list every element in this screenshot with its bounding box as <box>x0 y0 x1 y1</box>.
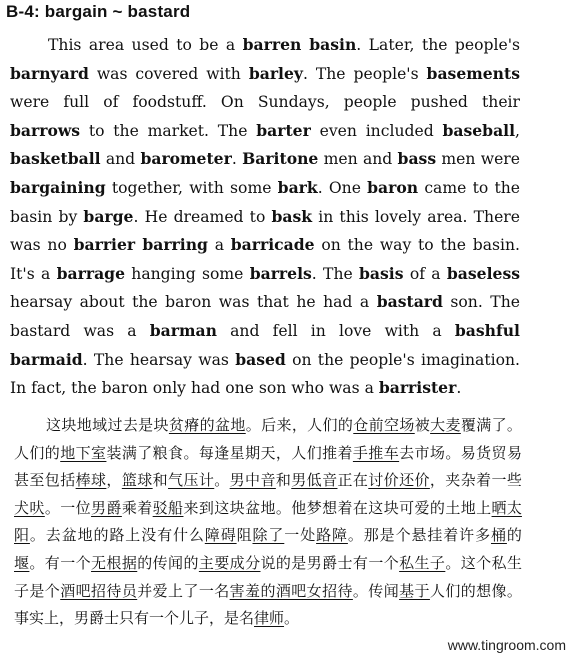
text-run: 一处 <box>284 526 317 545</box>
keyword: barren basin <box>242 35 357 54</box>
text-run: . One <box>317 178 368 197</box>
keyword-translation: 讨价还价 <box>368 471 430 490</box>
keyword: based <box>235 349 286 369</box>
keyword: baseless <box>446 263 521 283</box>
keyword: barge <box>83 206 134 226</box>
keyword-translation: 路障 <box>316 526 348 545</box>
text-run: together, with some <box>105 178 278 197</box>
keyword: barley <box>248 63 303 83</box>
keyword: Baritone <box>242 149 319 169</box>
text-run: 阻 <box>236 526 253 545</box>
text-run: ， <box>106 471 122 490</box>
chinese-paragraph <box>14 412 522 633</box>
text-run: 。 <box>214 471 230 490</box>
text-run: 并爱上了一名 <box>137 581 230 600</box>
text-run: 乘着 <box>121 498 153 517</box>
text-run: . <box>231 150 243 169</box>
keyword-translation: 驳船 <box>152 498 184 517</box>
keyword-translation: 手推车 <box>352 443 400 462</box>
text-run: a <box>207 236 231 255</box>
text-run: 人们的想像。事实上，男爵士只有一个儿子，是名 <box>14 581 522 628</box>
text-run: 。去盆地的路上没有什么 <box>29 526 205 545</box>
keyword-translation: 男爵 <box>91 498 122 517</box>
text-run: men were <box>436 150 520 169</box>
keyword: barman <box>149 320 217 340</box>
text-run: 。这个私生子是个 <box>14 553 522 600</box>
keyword: barter <box>256 120 311 140</box>
keyword-translation: 仓前空场 <box>353 416 415 434</box>
text-run: 这块地域过去是块 <box>46 416 169 434</box>
text-run: . The hearsay was <box>82 350 236 369</box>
text-run: of a <box>403 264 447 283</box>
keyword: bargaining <box>10 177 106 197</box>
text-run: . Later, the people's <box>356 36 520 54</box>
text-run: . The people's <box>302 64 427 83</box>
keyword: bastard <box>376 292 443 312</box>
text-run: 。那是个悬挂着许多 <box>347 526 491 545</box>
keyword-translation: 犬吠 <box>14 498 45 517</box>
keyword-translation: 除了 <box>252 526 285 545</box>
text-run: 的传闻的 <box>137 553 199 572</box>
keyword: baron <box>367 177 419 197</box>
keyword-translation: 障碍 <box>204 526 237 545</box>
watermark: www.tingroom.com <box>447 637 566 653</box>
keyword: barricade <box>230 235 315 255</box>
keyword-translation: 桶 <box>490 526 507 545</box>
text-run: to the market. The <box>80 121 257 140</box>
keyword-translation: 酒吧招待员 <box>60 581 138 600</box>
keyword: basis <box>359 263 404 283</box>
text-run: on the way to the basin. It's a <box>10 236 521 283</box>
keyword: bass <box>397 149 437 169</box>
chinese-passage <box>14 412 522 633</box>
text-run: on the people's imagination. In fact, the baron only had one son who was a <box>10 350 520 398</box>
text-run: were full of foodstuff. On Sundays, people pushed their <box>10 93 520 112</box>
text-run: This area used to be a <box>48 36 243 54</box>
keyword-translation: 无根据 <box>91 553 138 572</box>
keyword: bask <box>271 206 313 226</box>
text-run: 说的是男爵士有一个 <box>260 553 400 572</box>
text-run: even included <box>310 121 443 140</box>
keyword-translation: 大麦 <box>430 416 461 434</box>
text-run: 的 <box>506 526 522 545</box>
section-heading: B-4: bargain ~ bastard <box>6 2 191 21</box>
keyword-translation: 律师 <box>254 609 285 628</box>
text-run: was covered with <box>88 64 249 83</box>
text-run: 。 <box>284 609 300 628</box>
text-run: 。有一个 <box>29 553 92 572</box>
text-run: 。一位 <box>44 498 92 517</box>
keyword: barrels <box>249 263 312 283</box>
keyword: baseball <box>442 120 516 140</box>
text-run: 。传闻 <box>352 581 400 600</box>
keyword-translation: 基于 <box>399 581 430 600</box>
text-run: 覆满了。人们的 <box>14 416 522 462</box>
keyword: barrier barring <box>73 235 208 255</box>
keyword-translation: 男中音 <box>229 471 276 490</box>
text-run: men and <box>318 150 398 169</box>
keyword-translation: 私生子 <box>399 553 446 572</box>
keyword: barrister <box>378 378 457 398</box>
keyword: bark <box>277 177 318 197</box>
keyword-translation: 男低音 <box>291 471 338 490</box>
keyword: barnyard <box>10 63 89 83</box>
keyword-translation: 气压计 <box>168 471 215 490</box>
keyword-translation: 害羞的酒吧女招待 <box>229 581 353 600</box>
text-run: son. The bastard was a <box>10 293 520 340</box>
text-run: hearsay about the baron was that he had a <box>10 293 377 312</box>
english-passage <box>10 31 520 403</box>
text-run: . The <box>311 264 360 283</box>
keyword-translation: 棒球 <box>75 471 107 490</box>
text-run: 被 <box>414 416 431 434</box>
keyword-translation: 主要成分 <box>198 553 261 572</box>
english-paragraph <box>10 31 520 403</box>
text-run: 去市场。易货贸易甚至包括 <box>14 443 522 490</box>
keyword: barrage <box>56 263 125 283</box>
text-run: 和 <box>152 471 169 490</box>
text-run: 来到这块盆地。他梦想着在这块可爱的土地上 <box>183 498 492 517</box>
keyword-translation: 堰 <box>14 553 30 572</box>
text-run: 装满了粮食。每逢星期天，人们推着 <box>106 443 353 462</box>
text-run: 。后来，人们的 <box>245 416 354 434</box>
keyword: barometer <box>140 149 232 169</box>
text-run: . <box>456 379 462 398</box>
text-run: 和 <box>275 471 292 490</box>
keyword-translation: 贫瘠的盆地 <box>168 416 246 434</box>
keyword: basketball <box>10 149 101 169</box>
text-run: hanging some <box>125 264 250 283</box>
keyword: bashful barmaid <box>10 320 520 369</box>
text-run: came to the basin by <box>10 178 520 226</box>
text-run: ，夹杂着一些 <box>429 471 522 490</box>
text-run: in this lovely area. There was no <box>10 207 520 255</box>
text-run: and fell in love with a <box>216 321 455 340</box>
keyword: basements <box>426 63 520 83</box>
text-run: . He dreamed to <box>133 207 272 226</box>
keyword: barrows <box>10 120 81 140</box>
text-run: and <box>100 150 141 169</box>
text-run: , <box>515 121 521 140</box>
keyword-translation: 晒太阳 <box>14 498 522 545</box>
keyword-translation: 篮球 <box>121 471 153 490</box>
text-run: 正在 <box>337 471 369 490</box>
keyword-translation: 地下室 <box>60 443 107 462</box>
